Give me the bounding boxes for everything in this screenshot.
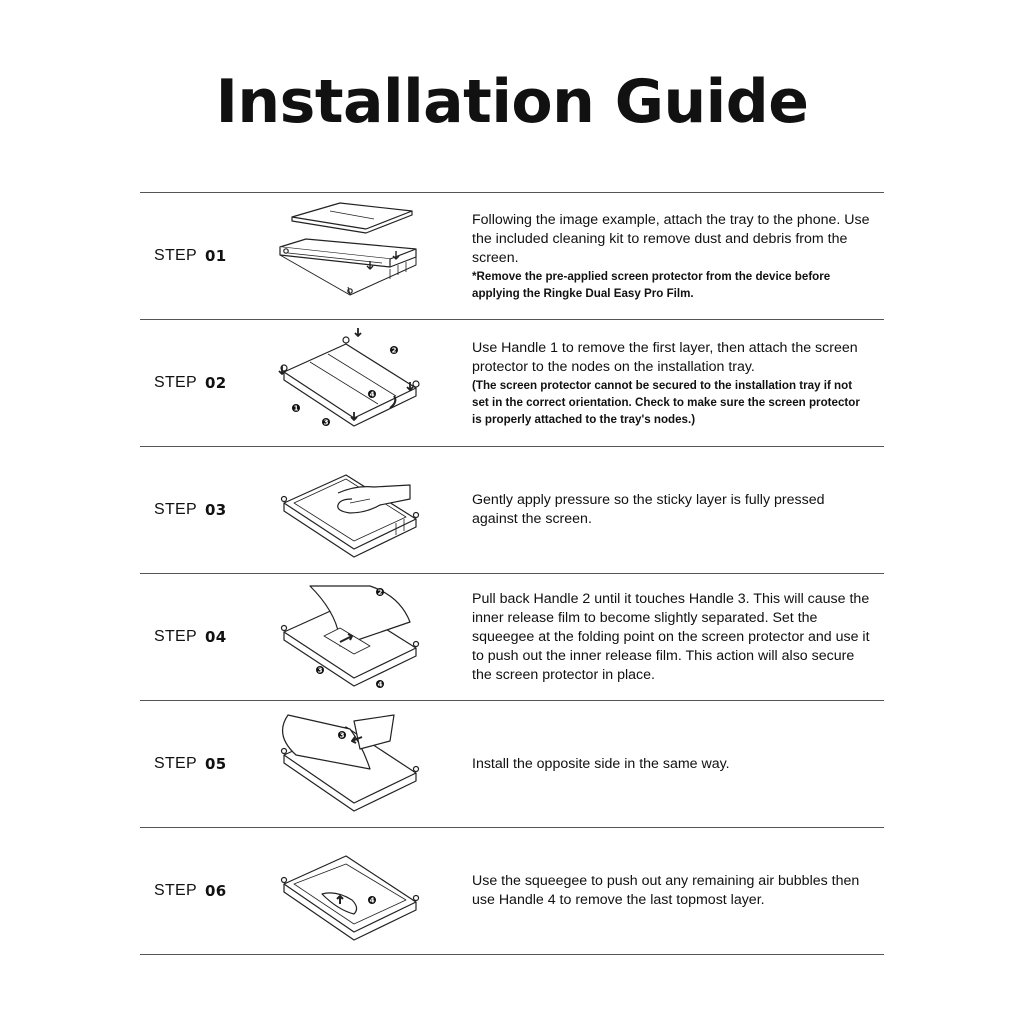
step-01 (140, 193, 884, 320)
step-number: 02 (205, 374, 227, 392)
step-03-illustration (270, 453, 440, 567)
handle-marker: 3 (323, 418, 329, 427)
handle-marker: 1 (293, 404, 299, 413)
step-number: 05 (205, 755, 227, 773)
step-note: (The screen protector cannot be secured to the installation tray if not set in the correct orientation. Check to make sure the screen protector is properly attached to the tray's nodes.) (472, 378, 860, 426)
step-06-illustration (270, 834, 440, 948)
handle-marker: 3 (339, 731, 345, 740)
step-number: 04 (205, 628, 227, 646)
handle-marker: 4 (369, 896, 375, 905)
step-01-illustration (270, 199, 440, 313)
step-description (472, 447, 872, 573)
step-number: 01 (205, 247, 227, 265)
step-word: STEP (154, 374, 197, 391)
step-label (154, 828, 226, 954)
step-02 (140, 320, 884, 447)
handle-marker: 4 (369, 390, 375, 399)
step-word: STEP (154, 501, 197, 518)
step-05-illustration (270, 707, 440, 821)
step-04-illustration (270, 580, 440, 694)
step-description (472, 320, 872, 446)
step-word: STEP (154, 628, 197, 645)
step-description (472, 574, 872, 700)
step-label (154, 320, 226, 446)
step-03 (140, 447, 884, 574)
step-text: Use Handle 1 to remove the first layer, then attach the screen protector to the nodes on the installation tray. (472, 339, 858, 375)
step-number: 06 (205, 882, 227, 900)
handle-marker: 3 (317, 666, 323, 675)
step-label (154, 193, 226, 319)
step-word: STEP (154, 247, 197, 264)
step-text: Install the opposite side in the same way. (472, 755, 730, 772)
step-06 (140, 828, 884, 955)
page-title: Installation Guide (215, 67, 809, 137)
step-04 (140, 574, 884, 701)
step-text: Following the image example, attach the tray to the phone. Use the included cleaning kit to remove dust and debris from the screen. (472, 211, 870, 266)
step-number: 03 (205, 501, 227, 519)
step-description (472, 828, 872, 954)
step-text: Gently apply pressure so the sticky layer is fully pressed against the screen. (472, 492, 825, 527)
step-description (472, 193, 872, 319)
step-text: Use the squeegee to push out any remaining air bubbles then use Handle 4 to remove the last topmost layer. (472, 873, 860, 908)
step-label (154, 447, 226, 573)
step-text: Pull back Handle 2 until it touches Handle 3. This will cause the inner release film to become slightly separated. Set the squeegee at the folding point on the screen protector and use it to push out the inner release film. This action will also secure the screen protector in place. (472, 590, 870, 683)
steps-list (140, 192, 884, 955)
step-05 (140, 701, 884, 828)
step-02-illustration (270, 326, 440, 440)
step-description (472, 701, 872, 827)
step-note: *Remove the pre-applied screen protector from the device before applying the Ringke Dual Easy Pro Film. (472, 269, 831, 300)
handle-marker: 4 (377, 680, 383, 689)
step-label (154, 574, 226, 700)
handle-marker: 2 (391, 346, 397, 355)
step-word: STEP (154, 755, 197, 772)
handle-marker: 2 (377, 588, 383, 597)
step-word: STEP (154, 882, 197, 899)
step-label (154, 701, 226, 827)
